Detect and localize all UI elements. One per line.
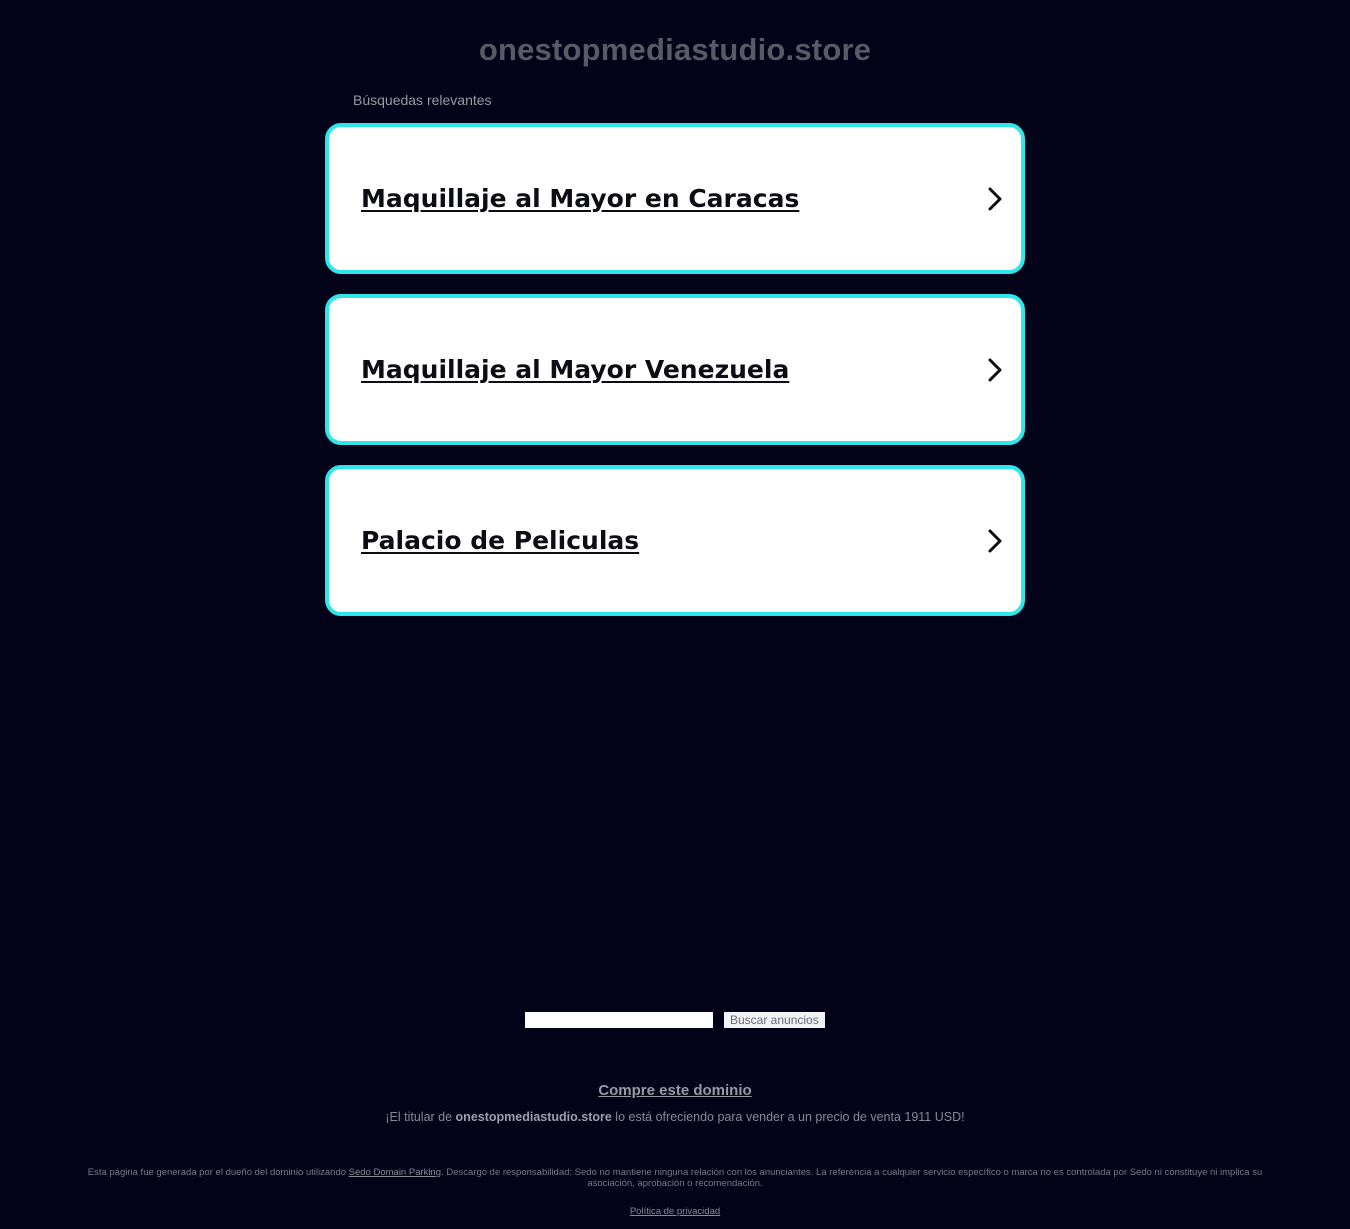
domain-title: onestopmediastudio.store xyxy=(478,32,872,67)
related-links-list xyxy=(325,123,1025,636)
disclaimer-before: Esta página fue generada por el dueño del dominio utilizando xyxy=(87,1167,349,1178)
related-link-label[interactable]: Palacio de Peliculas xyxy=(361,526,640,555)
chevron-right-icon xyxy=(985,357,1005,383)
related-link-card[interactable] xyxy=(325,465,1025,616)
disclaimer-text xyxy=(75,1167,1275,1189)
search-ads-button[interactable]: Buscar anuncios xyxy=(724,1012,825,1028)
related-link-card[interactable] xyxy=(325,123,1025,274)
buy-domain-link[interactable]: Compre este dominio xyxy=(598,1082,752,1099)
sale-text-before: ¡El titular de xyxy=(385,1110,456,1124)
sale-domain-name: onestopmediastudio.store xyxy=(455,1110,612,1124)
sale-offer-text xyxy=(0,1110,1350,1124)
sedo-parking-link[interactable]: Sedo Domain Parking xyxy=(348,1167,442,1178)
related-searches-label: Búsquedas relevantes xyxy=(353,92,492,108)
ad-search-form xyxy=(525,1012,825,1028)
sale-text-after: lo está ofreciendo para vender a un precio de venta 1911 USD! xyxy=(611,1110,965,1124)
related-link-label[interactable]: Maquillaje al Mayor en Caracas xyxy=(361,184,800,213)
ad-search-input[interactable] xyxy=(525,1012,713,1028)
privacy-row xyxy=(0,1206,1350,1217)
disclaimer-after: . Descargo de responsabilidad: Sedo no mantiene ninguna relación con los anunciantes. La referencia a cualquier servicio específico o marca no es controlada por Sedo ni constituye ni implica su asociación, aprobación o recomendación. xyxy=(441,1167,1263,1189)
chevron-right-icon xyxy=(985,186,1005,212)
buy-domain-link-row xyxy=(0,1082,1350,1099)
related-link-card[interactable] xyxy=(325,294,1025,445)
chevron-right-icon xyxy=(985,528,1005,554)
privacy-policy-link[interactable]: Política de privacidad xyxy=(629,1206,721,1217)
related-link-label[interactable]: Maquillaje al Mayor Venezuela xyxy=(361,355,790,384)
